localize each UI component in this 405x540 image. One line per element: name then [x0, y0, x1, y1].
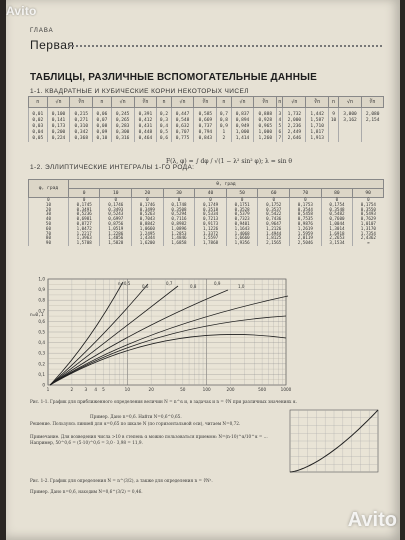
table-cell: 0,1749 [195, 203, 227, 208]
table-cell: 0,1748 [163, 203, 195, 208]
table-cell: 30 [29, 212, 69, 217]
table-cell: 0,265 [111, 118, 134, 124]
table-cell: 1,7868 [195, 241, 227, 246]
roots-header-cell: √n [47, 97, 70, 108]
table-cell: 0,6997 [100, 217, 132, 222]
table-cell: 9 [329, 108, 339, 118]
theta-column-header: 80 [321, 189, 353, 198]
table-cell: 0,1753 [290, 203, 322, 208]
table-cell: 0,316 [111, 136, 134, 142]
table-cell: 0,5263 [132, 212, 164, 217]
table-cell: 2 [217, 136, 231, 142]
table-cell: 1,0472 [68, 227, 100, 232]
table-cell: 1,6200 [132, 241, 164, 246]
curve-label: n=0,5 [118, 281, 131, 286]
table-cell: 2,646 [283, 136, 306, 142]
table-cell: 0,7 [217, 108, 231, 118]
table-cell: 1,4068 [226, 232, 258, 237]
table-cell: 1,000 [231, 130, 254, 136]
table-cell: 0,3493 [100, 208, 132, 213]
table-cell: 0,6 [157, 136, 171, 142]
roots-header-cell: √n [231, 97, 254, 108]
y-tick-label: 0,8 [38, 297, 45, 303]
table-cell: 0,7436 [258, 217, 290, 222]
integral-formula: F(λ, φ) = ∫ dφ / √(1 − λ² sin² φ); λ = sin θ [166, 158, 293, 165]
chapter-label: ГЛАВА [30, 28, 54, 34]
table-cell: 1,2619 [290, 227, 322, 232]
phi-header: φ, град [29, 180, 69, 198]
theta-column-header: 60 [258, 189, 290, 198]
table-cell: 0,283 [111, 124, 134, 130]
table-cell: 1,732 [283, 108, 306, 118]
table-cell: 1,442 [306, 108, 329, 118]
figure-1-caption: Рис. 1-1. График для приближенного определения величин N = n^α и, в задачах и n = ∛N при различных значениях α. [30, 399, 297, 404]
theta-column-header: 10 [100, 189, 132, 198]
x-tick-labels [47, 387, 292, 392]
roots-header-cell: ∛n [306, 97, 329, 108]
table-cell: 1,3014 [321, 227, 353, 232]
table-cell: 3 [277, 108, 283, 118]
table-cell: 1,4056 [100, 236, 132, 241]
table-cell: 2,1565 [258, 241, 290, 246]
table-cell: 0,391 [134, 108, 157, 118]
table-cell: 0,215 [70, 108, 93, 118]
table-cell: 0,3537 [258, 208, 290, 213]
y-tick-labels [38, 277, 45, 388]
y-axis-label: n=0,1 [30, 313, 44, 318]
roots-header-cell: n [277, 97, 283, 108]
table-cell: 0,1746 [132, 203, 164, 208]
y-tick-label: 0,4 [38, 340, 45, 346]
y-tick-label: 0,9 [38, 287, 45, 293]
table-cell: 0,9876 [290, 222, 322, 227]
table-row [29, 118, 384, 124]
table-cell: 1,1226 [195, 227, 227, 232]
table-cell: 1,6918 [321, 232, 353, 237]
table-cell: 0,5493 [353, 212, 384, 217]
table-cell: 0,3518 [195, 208, 227, 213]
curve-label: 0,6 [142, 284, 149, 289]
table-cell: 0,5482 [321, 212, 353, 217]
table-cell: 0 [163, 198, 195, 203]
roots-header-cell: √n [283, 97, 306, 108]
table-cell: 2,236 [283, 124, 306, 130]
table-cell [329, 136, 339, 142]
table-cell: 1,5708 [68, 241, 100, 246]
table-cell: 1,710 [306, 124, 329, 130]
y-tick-label: 0,6 [38, 318, 45, 324]
table-cell: 80 [29, 236, 69, 241]
roots-header-cell: √n [339, 97, 362, 108]
table-cell: 1,2217 [68, 232, 100, 237]
table-cell: 2,5046 [290, 241, 322, 246]
table-cell: 0,3508 [163, 208, 195, 213]
table-cell: 0,09 [93, 130, 112, 136]
table-cell: 0 [226, 198, 258, 203]
table-cell: 1,6660 [226, 236, 258, 241]
table-cell: 0,707 [171, 130, 194, 136]
table-cell: 0,7323 [226, 217, 258, 222]
table-cell: 0,4 [157, 124, 171, 130]
book-page [6, 0, 400, 540]
roots-table [28, 96, 384, 142]
table-cell: 1,2126 [258, 227, 290, 232]
table-cell: 0,05 [29, 136, 48, 142]
table-cell: 0,173 [47, 124, 70, 130]
table-cell: 0,5236 [68, 212, 100, 217]
table-cell: 0,888 [254, 108, 277, 118]
table-cell: 1,3963 [68, 236, 100, 241]
table-cell: 0,7629 [353, 217, 384, 222]
note-1: Примечание. Для возведения числа >10 в степень α можно пользоваться приемом: N=(n·10)^α/10^α = ... Например, 50^0,6 = (5·10)^0,6 = 3,0 · 3,98 = 11,9. [30, 434, 268, 445]
table-cell: 0,5 [157, 130, 171, 136]
table-cell: 0,10 [93, 136, 112, 142]
table-cell: 2,000 [283, 118, 306, 124]
table-cell: 0,412 [134, 118, 157, 124]
table-cell: 0,04 [29, 130, 48, 136]
table-cell: 3,162 [339, 118, 362, 124]
solution-1: Решение. Пользуясь линией для α=0,65 по шкале N (по горизонтальной оси), читаем N=0,72. [30, 421, 241, 426]
table-cell: 0,7213 [195, 217, 227, 222]
x-tick-label: 1 [46, 387, 50, 392]
table-cell: 0,3 [157, 118, 171, 124]
table-cell: 0,3550 [353, 208, 384, 213]
table-cell: 0,300 [111, 130, 134, 136]
table-cell: 0,1745 [68, 203, 100, 208]
table-cell: 1,7354 [353, 232, 384, 237]
table-cell: 0,271 [70, 118, 93, 124]
table-cell: 2,2653 [321, 236, 353, 241]
table-cell [361, 136, 383, 142]
table-cell: 0,1751 [226, 203, 258, 208]
table-cell: 0,3499 [132, 208, 164, 213]
table-cell: 0,447 [171, 108, 194, 118]
table-cell: 0,5334 [195, 212, 227, 217]
table-cell: 0,6981 [68, 217, 100, 222]
table-cell: 0,3548 [321, 208, 353, 213]
table-cell: 1,1643 [226, 227, 258, 232]
theta-column-header: 30 [163, 189, 195, 198]
theta-column-header: 0 [68, 189, 100, 198]
roots-header-cell: n [157, 97, 171, 108]
roots-header-cell: n [329, 97, 339, 108]
table-cell: 1,817 [306, 130, 329, 136]
table-cell: 0 [353, 198, 384, 203]
table-cell: 6 [278, 130, 282, 135]
table-cell: 2,080 [361, 108, 383, 118]
table-cell: 1,000 [254, 130, 277, 136]
table-cell: 0,7116 [163, 217, 195, 222]
table-cell: 0,245 [111, 108, 134, 118]
table-cell: 1,0660 [132, 227, 164, 232]
theta-column-header: 90 [353, 189, 384, 198]
table-cell: 1,4846 [163, 236, 195, 241]
table-cell: 0,01 [29, 108, 48, 118]
x-tick-label: 100 [202, 387, 211, 392]
roots-header-cell: ∛n [361, 97, 383, 108]
table-cell: 0,9647 [258, 222, 290, 227]
table-cell: 0,794 [194, 130, 217, 136]
table-cell: 90 [29, 241, 69, 246]
roots-header-cell: n [93, 97, 112, 108]
table-cell: 1,9356 [226, 241, 258, 246]
table-cell: 0 [258, 198, 290, 203]
x-tick-label: 200 [226, 387, 235, 392]
x-tick-label: 5 [102, 387, 105, 392]
table-cell: 1,3372 [195, 232, 227, 237]
table-cell: 0,3491 [68, 208, 100, 213]
section-2-title: 1-2. ЭЛЛИПТИЧЕСКИЕ ИНТЕГРАЛЫ 1-ГО РОДА: [30, 164, 195, 171]
table-cell: 20 [29, 208, 69, 213]
elliptic-table [28, 179, 384, 246]
table-cell: 10 [329, 118, 339, 124]
roots-header-cell: ∛n [134, 97, 157, 108]
table-cell: 2,154 [361, 118, 383, 124]
table-cell: 0,448 [134, 130, 157, 136]
table-cell: 1,2853 [163, 232, 195, 237]
roots-header-cell: ∛n [70, 97, 93, 108]
table-cell: 1 [217, 130, 231, 136]
chapter-title: Первая [30, 38, 75, 52]
table-cell: 0,342 [70, 130, 93, 136]
table-cell: 2,0119 [290, 236, 322, 241]
curve-label: 0,7 [166, 281, 173, 286]
table-cell: 0,843 [194, 136, 217, 142]
table-cell: 1,4344 [132, 236, 164, 241]
table-cell: 1,0107 [353, 222, 384, 227]
table-cell: 1,5828 [100, 241, 132, 246]
table-cell: 0 [195, 198, 227, 203]
table-cell: 0,8842 [132, 222, 164, 227]
table-cell: 0,548 [171, 118, 194, 124]
table-cell: 1,913 [306, 136, 329, 142]
table-cell: 0,1754 [353, 203, 384, 208]
table-cell: 1,3170 [353, 227, 384, 232]
y-tick-label: 0,1 [38, 371, 45, 377]
table-cell: 3,000 [339, 108, 362, 118]
table-cell: 0,837 [231, 108, 254, 118]
table-cell: 40 [29, 217, 69, 222]
y-tick-label: 0 [42, 382, 45, 388]
theta-header: θ, град [68, 180, 383, 189]
table-cell: 0 [29, 198, 69, 203]
table-cell: 0,8727 [68, 222, 100, 227]
watermark-bottom: Avito [347, 509, 397, 531]
table-cell: 1,6858 [163, 241, 195, 246]
y-tick-label: 0,2 [38, 361, 45, 367]
theta-column-header: 20 [132, 189, 164, 198]
table-cell: 0,03 [29, 124, 48, 130]
table-cell: 0,1752 [258, 203, 290, 208]
theta-column-header: 70 [290, 189, 322, 198]
table-cell: 3,1534 [321, 241, 353, 246]
roots-header-cell: √n [171, 97, 194, 108]
roots-header-cell: √n [111, 97, 134, 108]
table-cell [339, 136, 362, 142]
roots-header-cell: n [217, 97, 231, 108]
y-tick-label: 0,5 [38, 329, 45, 335]
table-cell: 1,5959 [290, 232, 322, 237]
y-tick-label: 1,0 [38, 276, 45, 282]
table-cell: 0,141 [47, 118, 70, 124]
table-cell: 2,449 [283, 130, 306, 136]
figure-2-caption: Рис. 1-2. График для определения N = n^(3/2), а также для определения n = ∛N². [30, 478, 213, 483]
table-cell: 0,7043 [132, 217, 164, 222]
roots-header-cell: ∛n [194, 97, 217, 108]
table-cell: 1,260 [254, 136, 277, 142]
curve-label: 0,9 [214, 281, 221, 286]
table-cell: 0,5379 [226, 212, 258, 217]
y-tick-label: 0,3 [38, 350, 45, 356]
curve-label: 0,8 [190, 284, 197, 289]
table-cell: 1,414 [231, 136, 254, 142]
table-cell: 10 [29, 203, 69, 208]
table-cell: 0,632 [171, 124, 194, 130]
watermark-top: Avito [6, 4, 37, 18]
table-cell: 1,0519 [100, 227, 132, 232]
table-cell: 0,9173 [195, 222, 227, 227]
header-rule [68, 45, 382, 47]
curve-label: 1,0 [238, 284, 245, 289]
page-title: ТАБЛИЦЫ, РАЗЛИЧНЫЕ ВСПОМОГАТЕЛЬНЫЕ ДАННЫЕ [30, 72, 318, 83]
table-cell: 0,5422 [258, 212, 290, 217]
table-cell: 0,737 [194, 124, 217, 130]
table-cell: 0,8982 [163, 222, 195, 227]
roots-header-cell: n [29, 97, 48, 108]
table-cell: 0,464 [134, 136, 157, 142]
table-cell: 0 [68, 198, 100, 203]
table-cell: 0,894 [231, 118, 254, 124]
x-tick-label: 1000 [280, 387, 292, 392]
x-tick-label: 500 [258, 387, 267, 392]
three-halves-chart [284, 408, 384, 478]
table-cell: 0,1754 [321, 203, 353, 208]
table-cell: 0,3528 [226, 208, 258, 213]
table-cell: 0,8 [217, 118, 231, 124]
x-tick-label: 20 [148, 387, 154, 392]
table-cell: 0 [290, 198, 322, 203]
table-cell: 0,1746 [100, 203, 132, 208]
table-cell: 1,0896 [163, 227, 195, 232]
table-cell: 0,7600 [321, 217, 353, 222]
table-cell: 0,585 [194, 108, 217, 118]
table-cell: 1,587 [306, 118, 329, 124]
table-cell: 0,9401 [226, 222, 258, 227]
table-cell: 0,06 [93, 108, 112, 118]
table-cell: 0 [132, 198, 164, 203]
table-cell: 0,669 [194, 118, 217, 124]
table-cell: 0,5294 [163, 212, 195, 217]
x-tick-label: 2 [70, 387, 74, 392]
table-cell: 4 [278, 118, 282, 123]
table-cell: 0,431 [134, 124, 157, 130]
table-cell: ∞ [353, 241, 384, 246]
table-cell: 0,08 [93, 124, 112, 130]
table-cell: 0,224 [47, 136, 70, 142]
table-cell: 1,4944 [258, 232, 290, 237]
table-cell: 0,02 [29, 118, 48, 124]
table-cell: 0,965 [254, 124, 277, 130]
table-cell: 0,5243 [100, 212, 132, 217]
table-cell: 0,310 [70, 124, 93, 130]
x-tick-label: 3 [84, 387, 88, 392]
x-tick-label: 50 [180, 387, 186, 392]
table-cell: 2,4362 [353, 236, 384, 241]
theta-column-header: 40 [195, 189, 227, 198]
table-row [29, 241, 384, 246]
x-tick-label: 4 [94, 387, 98, 392]
table-cell: 1,2495 [132, 232, 164, 237]
table-cell: 0 [100, 198, 132, 203]
table-cell: 0,100 [47, 108, 70, 118]
power-chart [28, 276, 292, 394]
table-cell: 0,7535 [290, 217, 322, 222]
table-cell: 60 [29, 227, 69, 232]
y-tick-label: 0,7 [38, 308, 45, 314]
table-cell: 0 [321, 198, 353, 203]
table-cell: 1,5597 [195, 236, 227, 241]
example-1: Пример. Дано n=0,6. Найти N=0,6^0,65. [90, 414, 182, 419]
table-cell: 1,8125 [258, 236, 290, 241]
table-cell: 0,200 [47, 130, 70, 136]
table-row [29, 108, 384, 118]
table-cell: 1,0044 [321, 222, 353, 227]
table-cell: 0,5458 [290, 212, 322, 217]
theta-column-header: 50 [226, 189, 258, 198]
table-cell: 0,368 [70, 136, 93, 142]
table-cell: 0,3544 [290, 208, 322, 213]
table-cell: 0,07 [93, 118, 112, 124]
table-cell: 7 [278, 136, 282, 141]
table-cell: 0,9 [217, 124, 231, 130]
table-cell: 5 [278, 124, 282, 129]
table-cell: 0,928 [254, 118, 277, 124]
table-row [29, 136, 384, 142]
table-cell: 0,2 [157, 108, 171, 118]
section-1-title: 1-1. КВАДРАТНЫЕ И КУБИЧЕСКИЕ КОРНИ НЕКОТОРЫХ ЧИСЕЛ [30, 88, 249, 95]
example-2: Пример. Дано n=0,6, находим N=0,6^(3/2) = 0,46. [30, 489, 143, 494]
roots-header-cell: ∛n [254, 97, 277, 108]
table-cell: 0,775 [171, 136, 194, 142]
table-cell: 1,2286 [100, 232, 132, 237]
table-cell: 0,8756 [100, 222, 132, 227]
table-cell: 70 [29, 232, 69, 237]
table-cell: 50 [29, 222, 69, 227]
table-cell: 0,949 [231, 124, 254, 130]
x-tick-label: 10 [124, 387, 131, 392]
